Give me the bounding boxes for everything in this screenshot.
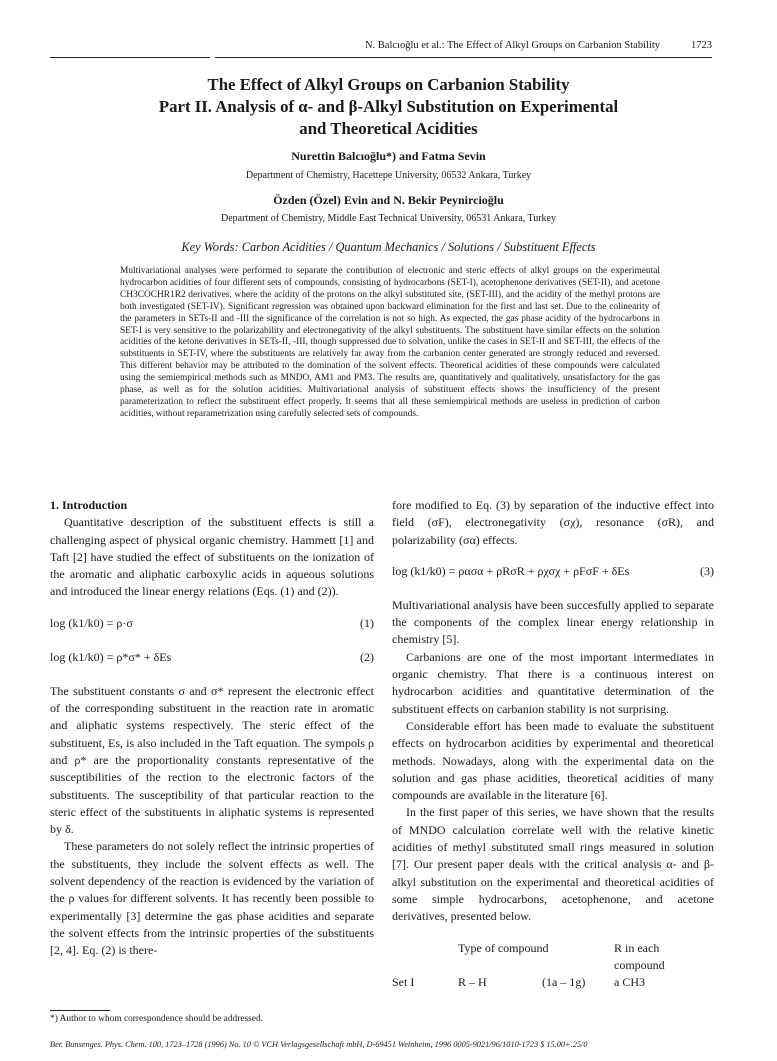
intro-paragraph-5: Multivariational analysis have been succesfully applied to separate the components of the complex linear energy relationship in chemistry [5].: [392, 597, 714, 647]
title-line-3: and Theoretical Acidities: [299, 119, 478, 138]
intro-paragraph-4: fore modified to Eq. (3) by separation of the inductive effect into field (σF), electronegativity (σχ), resonance (σR), and polarizability (σα) effects.: [392, 498, 714, 547]
equation-1-expression: log (k1/k0) = ρ·σ: [50, 615, 133, 630]
equation-2: [50, 649, 374, 669]
running-title: N. Balcıoğlu et al.: The Effect of Alkyl Groups on Carbanion Stability: [364, 40, 660, 51]
intro-paragraph-6: Carbanions are one of the most important intermediates in organic chemistry. That there is a continuous interest on hydrocarbon acidities and quantitative determination of the substituent effects on carbanion stability is not surprising.: [392, 649, 714, 716]
title-line-1: The Effect of Alkyl Groups on Carbanion Stability: [207, 75, 570, 94]
running-header: [50, 40, 712, 54]
affiliation-2: Department of Chemistry, Middle East Technical University, 06531 Ankara, Turkey: [221, 213, 556, 224]
table-header-type: Type of compound: [458, 940, 549, 955]
table-header-r-line-1: R in each: [614, 940, 660, 955]
table-cell-r: a CH3: [614, 974, 645, 989]
title-line-2: Part II. Analysis of α- and β-Alkyl Substitution on Experimental: [158, 97, 619, 116]
table-header-r-line-2: compound: [614, 957, 665, 972]
header-rule: [215, 57, 712, 58]
author-names-1: Nurettin Balcıoğlu*) and Fatma Sevin: [291, 149, 486, 163]
footnote-rule: [50, 1010, 110, 1011]
table-cell-range: (1a – 1g): [542, 974, 586, 989]
section-heading-introduction: 1. Introduction: [50, 498, 128, 512]
page-number: 1723: [691, 40, 712, 51]
table-cell-set: Set I: [392, 974, 415, 989]
intro-paragraph-8: In the first paper of this series, we have shown that the results of MNDO calculation correlate well with the relative kinetic acidities of methyl substituted small rings measured in solution [7]. Our present paper deals with the critical analysis α- and β-alkyl substitution on the experimental and theoretical acidities of some simple hydrocarbons, acetophenone, and acetone derivatives, presented below.: [392, 805, 714, 924]
equation-1-number: (1): [360, 615, 374, 630]
compound-table: [392, 940, 714, 1000]
equation-3-number: (3): [700, 563, 714, 578]
intro-paragraph-3: These parameters do not solely reflect the intrinsic properties of the substituents, they include the solvent effects as well. The solvent dependency of the reaction is evidenced by the variation of the ρ values for different solvents. It has recently been possible to experimentally [3] determine the gas phase acidities and separate the solvent effects from the intrinsic properties of the substituents [2, 4]. Eq. (2) is there-: [50, 839, 374, 958]
abstract: Multivariational analyses were performed to separate the contribution of electronic and steric effects of alkyl groups on the experimental hydrocarbon acidities of four different sets of compounds, consisting of hydrocarbons (SET-I), acetophenone derivatives (SET-II), and acetone CH3COCHR1R2 derivatives, where the acidity of the protons on the alkyl substituted site, (SET-III), and the acidity of the methyl protons are both investigated (SET-IV). Significant regression was obtained upon backward elimination for the first and last set. Due to the colinearity of the parameters in SETs-II and -III the significance of the correlation is not so high. As expected, the gas phase acidity of the hydrocarbons in SET-I is very sensitive to the polarizability and electronegativity of the alkyl substituents. The substituent have similar effects on the solution acidities of the ketone derivatives in SETs-II, -III, though suppressed due to solvation, unlike the cases in SET-II and SET-III, the effects of the substituents in SET-IV, where the substituents are relatively far away from the carbanion center generated are strongly reduced and reversed. This different behavior may be attributed to the domination of the solvent effects. Theoretical acidities of these compounds were calculated using the semiempirical methods such as MNDO, AM1 and PM3. The results are, quantitatively and qualitatively, unsatisfactory for the gas phase, as well as for the solution acidities. Multivariational analysis of substituent effects shows the insufficiency of the present parameterization to reflect the substituent effect properly. It seems that all these semiempirical methods are useless in prediction of carbon acidities, without reparametrization using carefully selected sets of compounds.: [120, 266, 660, 419]
journal-citation-line: Ber. Bunsenges. Phys. Chem. 100, 1723–1728 (1996) No. 10 © VCH Verlagsgesellschaft mbH, D-69451 Weinheim, 1996 0005-9021/96/1010-1723 $ 15.00+.25/0: [50, 1040, 588, 1049]
right-column: [392, 497, 714, 1000]
equation-1: [50, 615, 374, 635]
equation-2-expression: log (k1/k0) = ρ*σ* + δEs: [50, 649, 172, 664]
left-column: [50, 497, 374, 960]
header-rule-left: [50, 57, 210, 58]
footnote: *) Author to whom correspondence should be addressed.: [50, 1014, 263, 1024]
intro-paragraph-7: Considerable effort has been made to evaluate the substituent effects on hydrocarbon acidities by experimental and theoretical methods. Nowadays, along with the experimental data on the solution and gas phase acidities, theoretical acidities of many compounds are available in the literature [6].: [392, 718, 714, 803]
equation-3: [392, 563, 714, 583]
intro-paragraph-2: The substituent constants σ and σ* represent the electronic effect of the corresponding substituent in the reaction rate in aromatic and aliphatic systems respectively. The steric effect of the substituent, Es, is also included in the Taft equation. The sympols ρ and ρ* are the proportionality constants representative of the susceptibilities of the rection to the electronic factors of the substituents. The susceptibility of that particular reaction to the steric effect of the substituents in aliphatic systems is represented by δ.: [50, 683, 374, 837]
author-names-2: Özden (Özel) Evin and N. Bekir Peynircioğlu: [273, 193, 504, 207]
affiliation-1: Department of Chemistry, Hacettepe University, 06532 Ankara, Turkey: [245, 170, 532, 181]
equation-2-number: (2): [360, 649, 374, 664]
equation-3-expression: log (k1/k0) = ρασα + ρRσR + ρχσχ + ρFσF + δEs: [392, 563, 630, 578]
intro-paragraph-1: Quantitative description of the substituent effects is still a challenging aspect of physical organic chemistry. Hammett [1] and Taft [2] have studied the effect of substituents on the ionization of the aromatic and aliphatic carboxylic acids in aqueous solutions and introduced the linear energy relations (Eqs. (1) and (2)).: [50, 515, 374, 599]
table-cell-formula: R – H: [458, 974, 487, 989]
keywords: Key Words: Carbon Acidities / Quantum Mechanics / Solutions / Substituent Effects: [181, 240, 596, 254]
